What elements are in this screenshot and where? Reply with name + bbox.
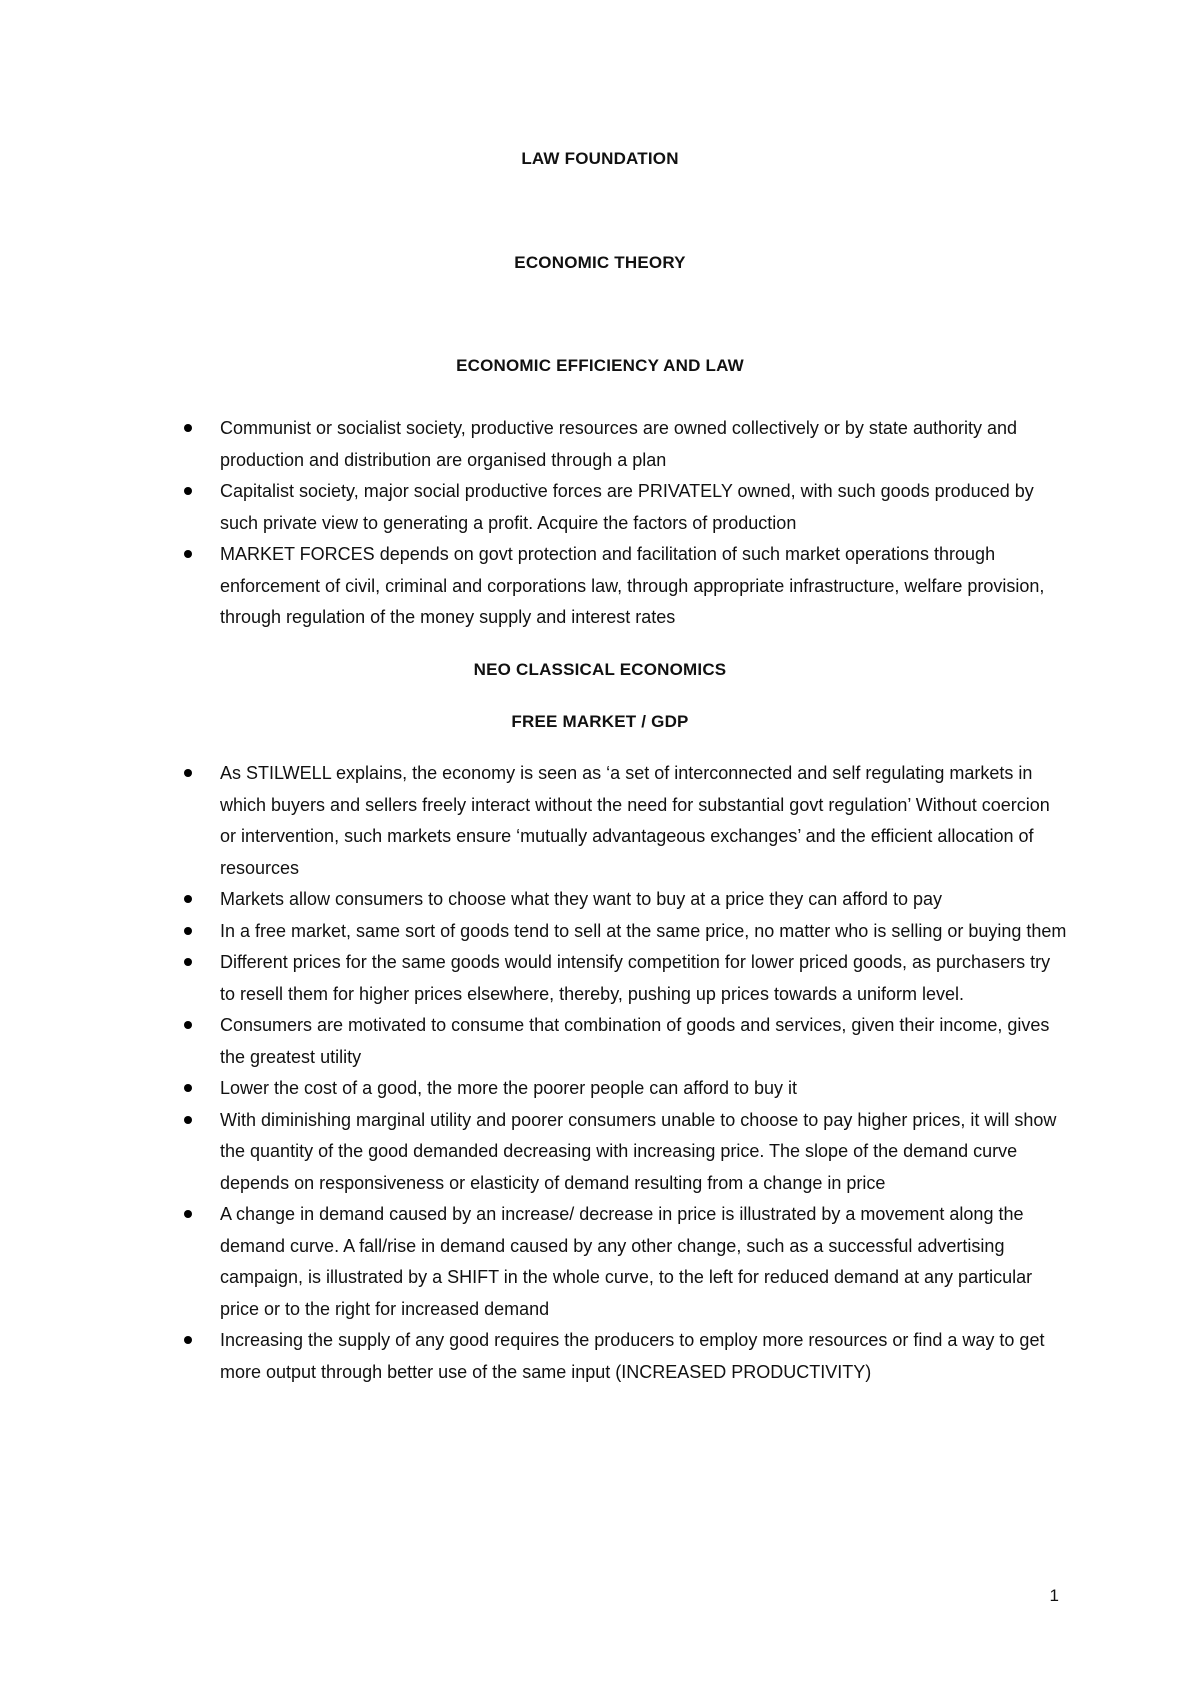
bullet-icon [184, 1210, 192, 1218]
list-item [0, 916, 1070, 948]
bullet-list-economic-efficiency [0, 413, 1200, 634]
list-item [0, 1073, 1070, 1105]
list-item-text: Consumers are motivated to consume that combination of goods and services, given their income, gives the greatest utility [220, 1015, 1050, 1067]
list-item [0, 476, 1070, 539]
list-item-text: As STILWELL explains, the economy is seen as ‘a set of interconnected and self regulating markets in which buyers and sellers freely interact without the need for substantial govt regulation’ Without coercion or intervention, such markets ensure ‘mutually advantageous exchanges’ and the efficient allocation of resources [220, 763, 1050, 878]
list-item [0, 884, 1070, 916]
document-subtitle: ECONOMIC THEORY [514, 253, 686, 272]
list-item-text: Communist or socialist society, productive resources are owned collectively or by state authority and production and distribution are organised through a plan [220, 418, 1018, 470]
bullet-icon [184, 769, 192, 777]
list-item [0, 947, 1070, 1010]
list-item [0, 1105, 1070, 1200]
bullet-icon [184, 895, 192, 903]
list-item [0, 1199, 1070, 1325]
section-heading-neo-classical: NEO CLASSICAL ECONOMICS [473, 660, 727, 679]
section-heading-economic-efficiency: ECONOMIC EFFICIENCY AND LAW [456, 356, 744, 375]
list-item-text: Lower the cost of a good, the more the poorer people can afford to buy it [220, 1078, 798, 1098]
list-item [0, 758, 1070, 884]
bullet-icon [184, 1084, 192, 1092]
list-item [0, 1010, 1070, 1073]
section-subheading-free-market: FREE MARKET / GDP [511, 712, 689, 731]
bullet-icon [184, 487, 192, 495]
list-item [0, 539, 1070, 634]
document-title: LAW FOUNDATION [521, 149, 679, 168]
list-item-text: With diminishing marginal utility and poorer consumers unable to choose to pay higher prices, it will show the quantity of the good demanded decreasing with increasing price. The slope of the demand curve depends on responsiveness or elasticity of demand resulting from a change in price [220, 1109, 1057, 1193]
list-item-text: Increasing the supply of any good requires the producers to employ more resources or find a way to get more output through better use of the same input (INCREASED PRODUCTIVITY) [220, 1330, 1045, 1382]
bullet-icon [184, 424, 192, 432]
bullet-list-neo-classical [0, 758, 1200, 1388]
list-item-text: MARKET FORCES depends on govt protection and facilitation of such market operations through enforcement of civil, criminal and corporations law, through appropriate infrastructure, welfare provision, through regulation of the money supply and interest rates [220, 544, 1045, 627]
list-item [0, 1325, 1070, 1388]
list-item-text: Different prices for the same goods would intensify competition for lower priced goods, as purchasers try to resell them for higher prices elsewhere, thereby, pushing up prices towards a uniform level. [220, 952, 1051, 1004]
bullet-icon [184, 1336, 192, 1344]
list-item [0, 413, 1070, 476]
page-number: 1 [1049, 1586, 1059, 1605]
list-item-text: In a free market, same sort of goods tend to sell at the same price, no matter who is selling or buying them [220, 920, 1067, 941]
bullet-icon [184, 550, 192, 558]
bullet-icon [184, 927, 192, 935]
bullet-icon [184, 958, 192, 966]
list-item-text: Capitalist society, major social productive forces are PRIVATELY owned, with such goods produced by such private view to generating a profit. Acquire the factors of production [220, 481, 1034, 533]
list-item-text: A change in demand caused by an increase/ decrease in price is illustrated by a movement along the demand curve. A fall/rise in demand caused by any other change, such as a successful advertising campaign, is illustrated by a SHIFT in the whole curve, to the left for reduced demand at any particular price or to the right for increased demand [220, 1204, 1033, 1319]
bullet-icon [184, 1021, 192, 1029]
bullet-icon [184, 1116, 192, 1124]
list-item-text: Markets allow consumers to choose what they want to buy at a price they can afford to pay [220, 889, 943, 909]
